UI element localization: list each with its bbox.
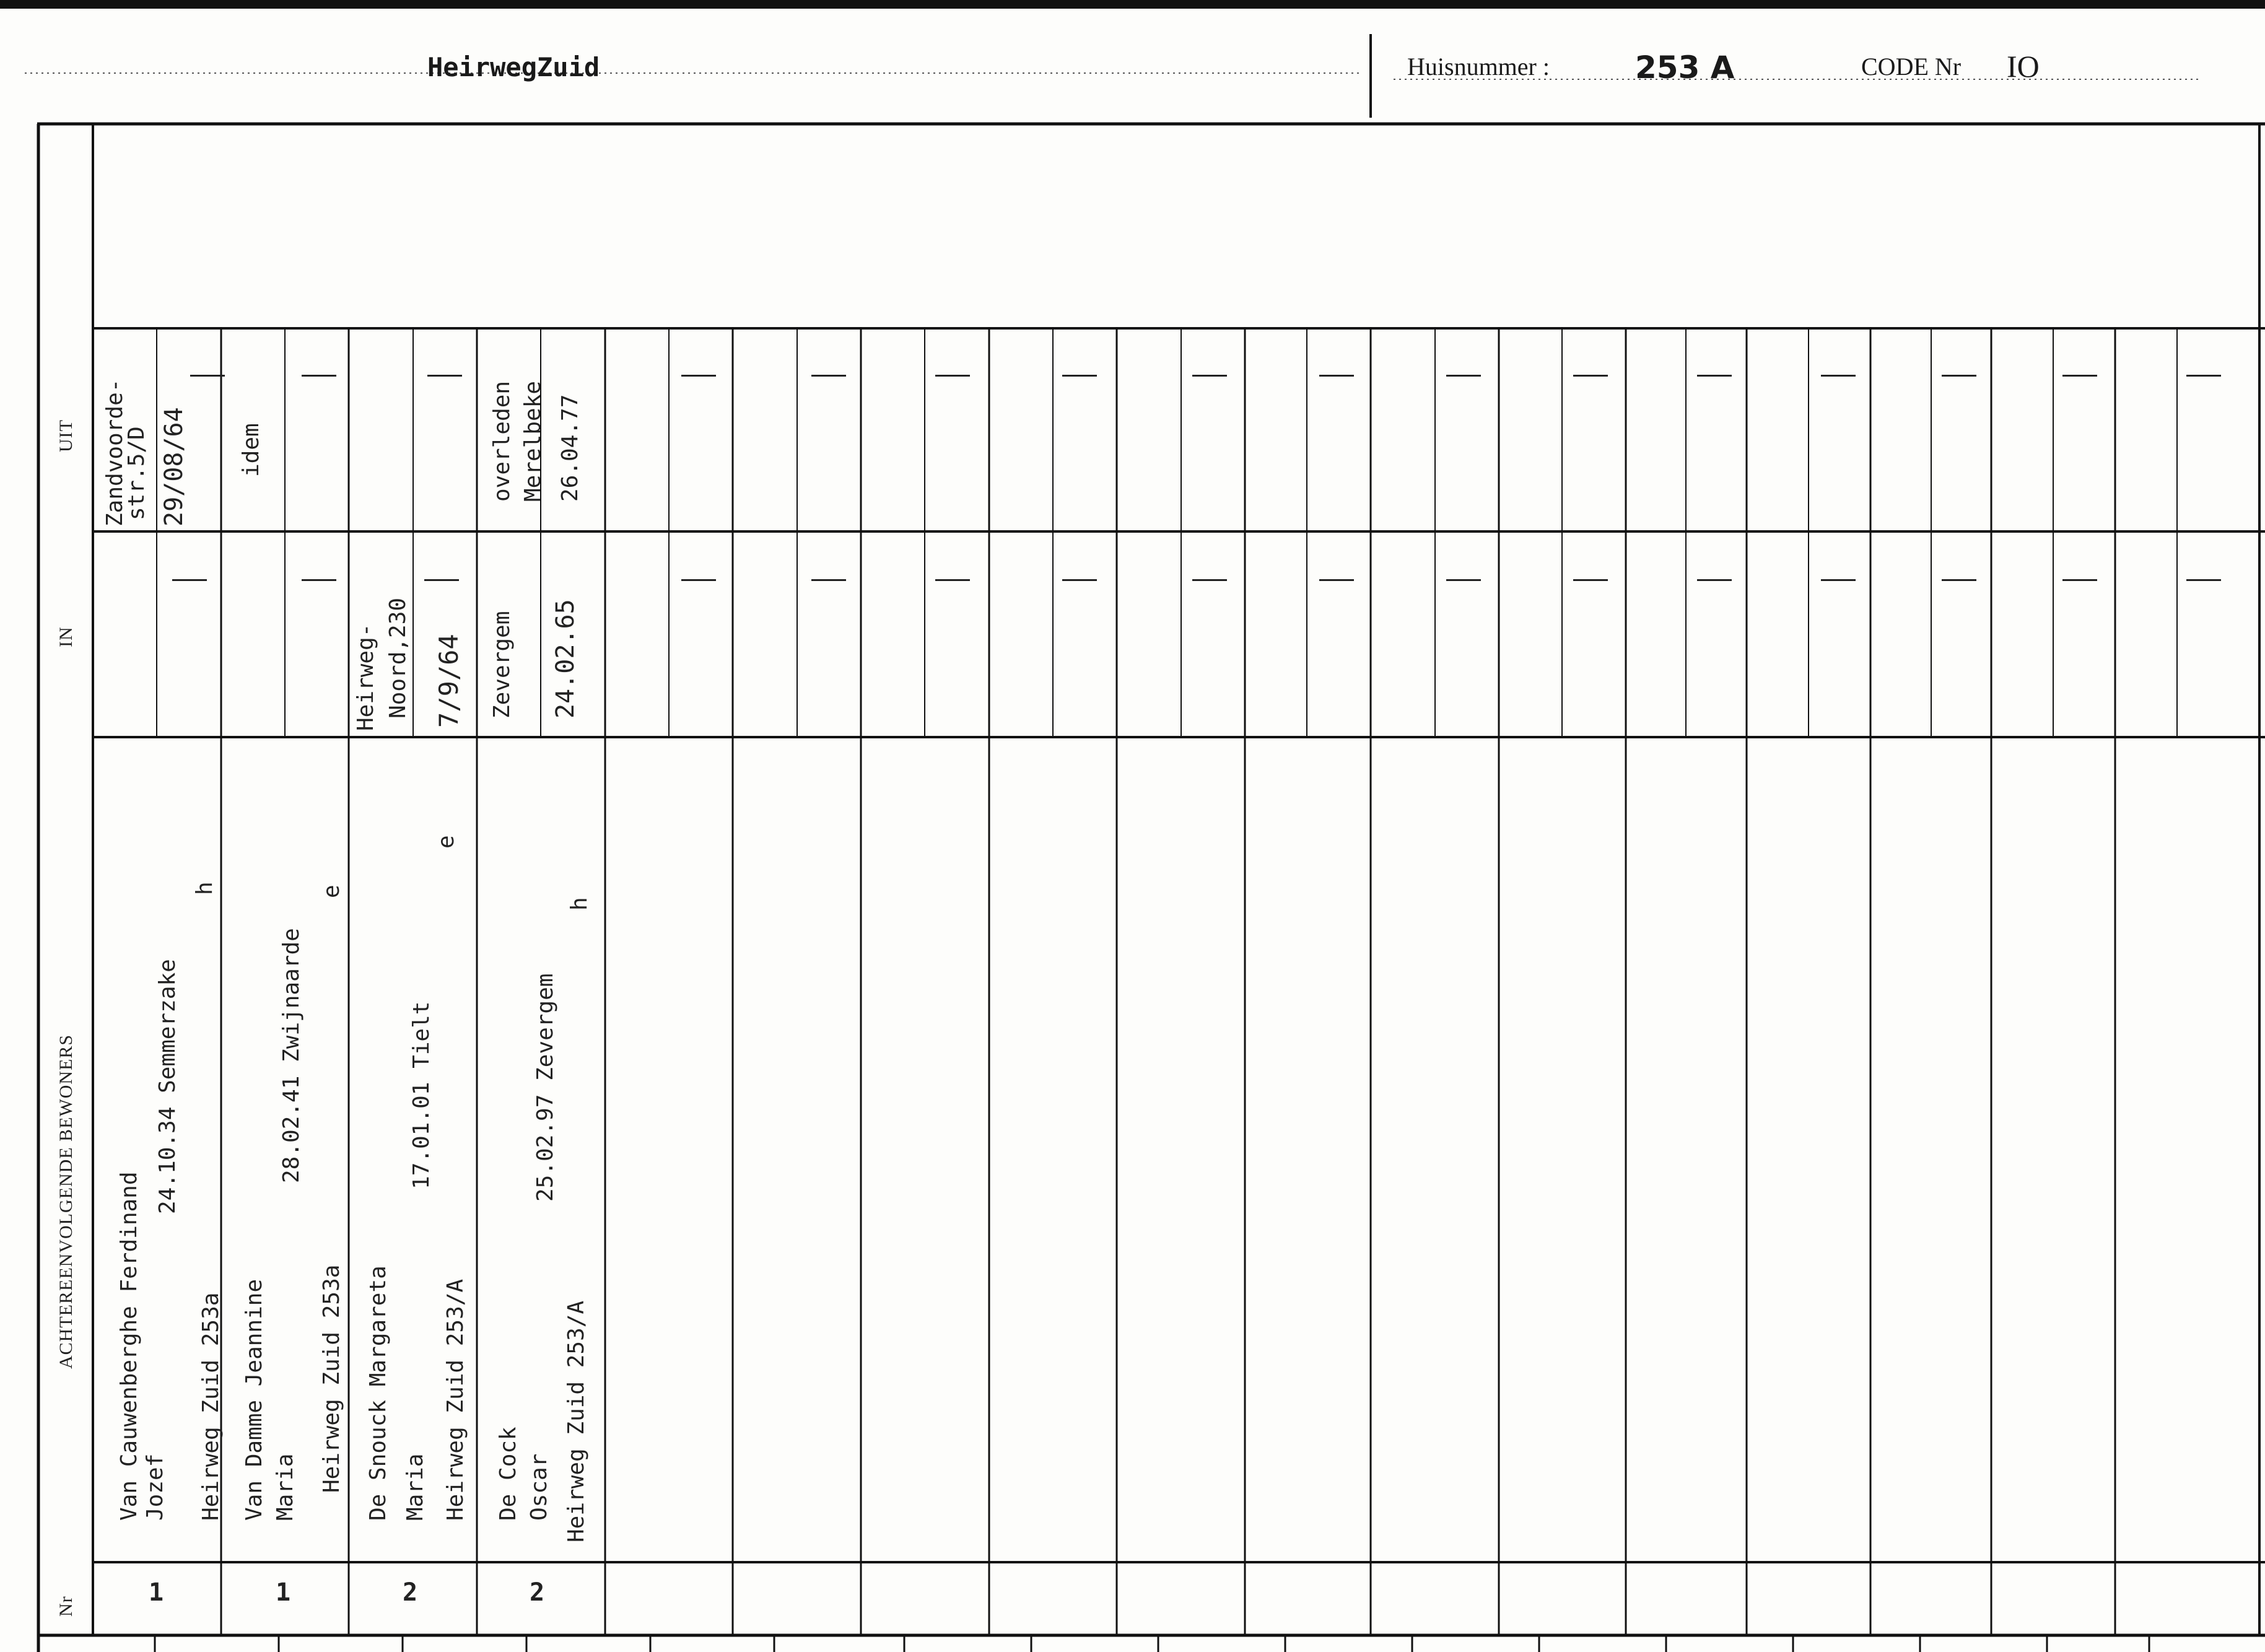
- column-label-nr: Nr: [56, 1596, 76, 1617]
- in-empty-dash: [1942, 579, 1976, 581]
- code-label: CODE Nr: [1861, 53, 1962, 81]
- resident-4-birth: 25.02.97 Zevergem: [533, 973, 558, 1202]
- resident-3-birth: 17.01.01 Tielt: [409, 1001, 434, 1189]
- column-label-in: IN: [56, 626, 76, 647]
- resident-3-address: Heirweg Zuid 253/A: [443, 1278, 468, 1521]
- in-empty-dash: [172, 579, 207, 581]
- resident-4-name: De Cock: [495, 1427, 521, 1521]
- in-empty-dash: [1319, 579, 1354, 581]
- resident-4-address: Heirweg Zuid 253/A: [564, 1300, 589, 1542]
- uit-empty-dash: [935, 375, 970, 377]
- huisnummer-value: 253 A: [1635, 50, 1735, 85]
- in-empty-dash: [1446, 579, 1481, 581]
- resident-1-nr: 1: [149, 1578, 164, 1607]
- uit-empty-dash: [1062, 375, 1097, 377]
- resident-2-name: Van Damme Jeannine: [242, 1278, 267, 1521]
- in-empty-dash: [2186, 579, 2221, 581]
- resident-2-nr: 1: [276, 1578, 291, 1607]
- uit-empty-dash: [681, 375, 716, 377]
- resident-2-birth: 28.02.41 Zwijnaarde: [279, 928, 304, 1183]
- uit-date-dash: [190, 375, 225, 377]
- uit-empty-dash: [1942, 375, 1976, 377]
- in-empty-dash: [302, 579, 336, 581]
- resident-1-gender: h: [192, 881, 217, 895]
- uit-empty-dash: [2186, 375, 2221, 377]
- resident-1-firstname: Jozef: [142, 1453, 168, 1521]
- resident-4-uit-place2: Merelbeke: [520, 380, 546, 502]
- in-empty-dash: [1573, 579, 1608, 581]
- in-empty-dash: [424, 579, 459, 581]
- column-label-uit: UIT: [56, 419, 76, 452]
- resident-4-nr: 2: [530, 1578, 545, 1607]
- resident-3-name: De Snouck Margareta: [365, 1265, 391, 1521]
- in-empty-dash: [1821, 579, 1856, 581]
- resident-4-in-date: 24.02.65: [551, 599, 580, 719]
- uit-empty-dash: [811, 375, 846, 377]
- resident-2-firstname: Maria: [273, 1453, 298, 1521]
- in-empty-dash: [1192, 579, 1227, 581]
- resident-4-firstname: Oscar: [526, 1453, 552, 1521]
- resident-3-gender: e: [434, 835, 459, 849]
- resident-3-in-place2: Noord,230: [385, 597, 411, 719]
- column-label-bewoners: ACHTEREENVOLGENDE BEWONERS: [56, 1034, 76, 1369]
- uit-empty-dash: [1697, 375, 1732, 377]
- resident-1-uit-place1: Zandvoorde-: [102, 378, 128, 527]
- code-value: IO: [2007, 49, 2040, 84]
- resident-3-nr: 2: [403, 1578, 418, 1607]
- resident-2-address: Heirweg Zuid 253a: [319, 1264, 344, 1493]
- street-name: HeirwegZuid: [427, 52, 600, 82]
- in-empty-dash: [935, 579, 970, 581]
- uit-empty-dash: [1821, 375, 1856, 377]
- uit-empty-dash: [2062, 375, 2097, 377]
- in-empty-dash: [1062, 579, 1097, 581]
- resident-4-uit-place1: overleden: [489, 380, 515, 502]
- uit-empty-dash: [1573, 375, 1608, 377]
- in-empty-dash: [2062, 579, 2097, 581]
- resident-1-uit-date: 29/08/64: [160, 407, 188, 527]
- resident-2-gender: e: [319, 885, 344, 898]
- uit-empty-dash: [427, 375, 462, 377]
- in-empty-dash: [681, 579, 716, 581]
- resident-1-address: Heirweg Zuid 253a: [198, 1292, 224, 1521]
- in-empty-dash: [811, 579, 846, 581]
- uit-empty-dash: [1319, 375, 1354, 377]
- resident-2-uit-place1: idem: [238, 423, 264, 477]
- uit-empty-dash: [302, 375, 336, 377]
- resident-4-in-place1: Zevergem: [489, 611, 515, 719]
- in-empty-dash: [1697, 579, 1732, 581]
- resident-1-birth: 24.10.34 Semmerzake: [155, 959, 180, 1214]
- resident-3-in-place1: Heirweg-: [353, 623, 378, 731]
- uit-empty-dash: [1192, 375, 1227, 377]
- uit-empty-dash: [1446, 375, 1481, 377]
- resident-4-gender: h: [567, 897, 592, 911]
- resident-3-in-date: 7/9/64: [434, 634, 464, 728]
- resident-1-uit-place2: str.5/D: [124, 426, 149, 520]
- resident-3-firstname: Maria: [403, 1453, 428, 1521]
- resident-4-uit-date: 26.04.77: [557, 394, 583, 502]
- huisnummer-label: Huisnummer :: [1407, 53, 1550, 81]
- resident-1-name: Van Cauwenberghe Ferdinand: [116, 1171, 142, 1521]
